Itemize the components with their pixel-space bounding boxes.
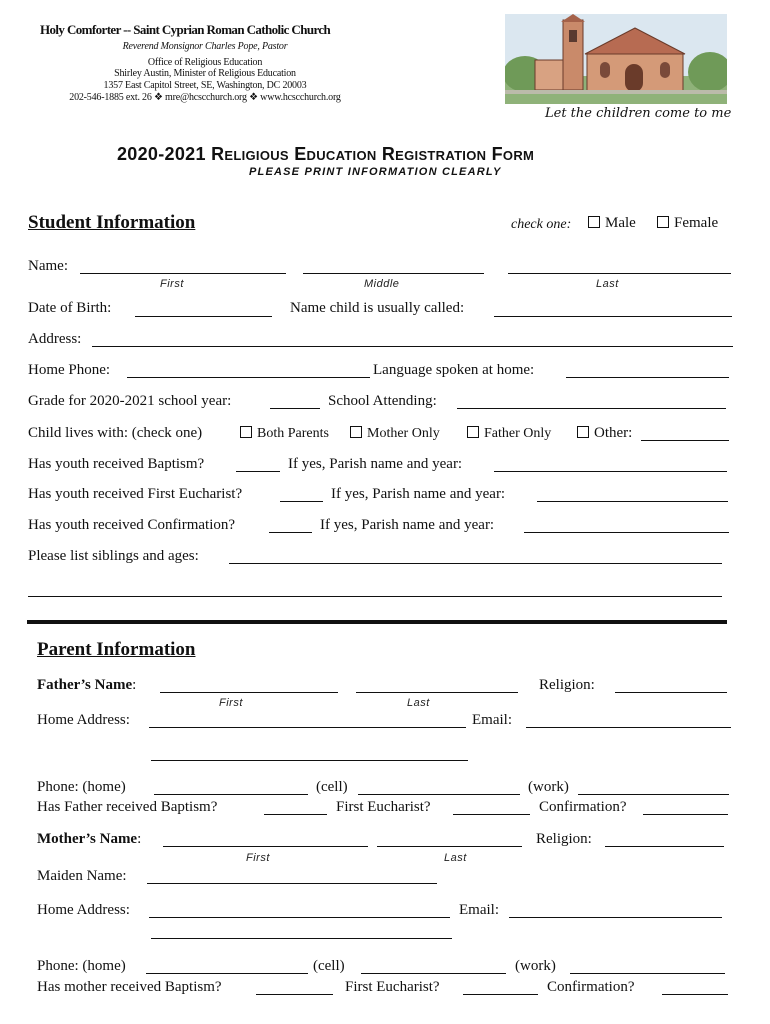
baptism-parish-label: If yes, Parish name and year: [288, 456, 463, 472]
father-last-name-field[interactable] [356, 692, 518, 693]
student-middle-name-field[interactable] [303, 273, 484, 274]
eucharist-parish-field[interactable] [537, 501, 728, 502]
home-phone-field[interactable] [127, 377, 370, 378]
gender-check-label: check one: [511, 217, 572, 232]
mother-last-caption: Last [444, 852, 467, 864]
both-parents-option[interactable]: Both Parents [240, 425, 329, 442]
male-checkbox[interactable] [588, 216, 600, 228]
church-illustration [505, 14, 727, 104]
maiden-name-label: Maiden Name: [37, 868, 127, 884]
siblings-field[interactable] [229, 563, 722, 564]
male-option[interactable]: Male [588, 215, 636, 232]
father-religion-field[interactable] [615, 692, 727, 693]
lives-with-label: Child lives with: (check one) [28, 425, 203, 441]
father-address-label: Home Address: [37, 712, 130, 728]
father-baptism-field[interactable] [264, 814, 327, 815]
mother-cell-field[interactable] [361, 973, 506, 974]
address-field[interactable] [92, 346, 733, 347]
grade-label: Grade for 2020-2021 school year: [28, 393, 232, 409]
confirmation-field[interactable] [269, 532, 312, 533]
father-only-option[interactable]: Father Only [467, 425, 551, 442]
called-field[interactable] [494, 316, 732, 317]
called-label: Name child is usually called: [290, 300, 465, 316]
eucharist-label: Has youth received First Eucharist? [28, 486, 243, 502]
mother-confirmation-field[interactable] [662, 994, 728, 995]
mother-name-label: Mother’s Name: [37, 831, 142, 847]
baptism-label: Has youth received Baptism? [28, 456, 205, 472]
father-phone-label: Phone: (home) [37, 779, 126, 795]
mother-work-label: (work) [515, 958, 556, 974]
eucharist-parish-label: If yes, Parish name and year: [331, 486, 506, 502]
female-option[interactable]: Female [657, 215, 718, 232]
father-address-field-2[interactable] [151, 760, 468, 761]
mother-cell-label: (cell) [313, 958, 345, 974]
mother-religion-field[interactable] [605, 846, 724, 847]
eucharist-field[interactable] [280, 501, 323, 502]
mother-first-name-field[interactable] [163, 846, 368, 847]
father-email-field[interactable] [526, 727, 731, 728]
siblings-label: Please list siblings and ages: [28, 548, 199, 564]
other-checkbox[interactable] [577, 426, 589, 438]
mother-last-name-field[interactable] [377, 846, 522, 847]
father-first-caption: First [219, 697, 243, 709]
language-label: Language spoken at home: [373, 362, 535, 378]
student-name-label: Name: [28, 258, 68, 274]
father-last-caption: Last [407, 697, 430, 709]
both-parents-checkbox[interactable] [240, 426, 252, 438]
confirmation-label: Has youth received Confirmation? [28, 517, 236, 533]
mother-address-label: Home Address: [37, 902, 130, 918]
school-field[interactable] [457, 408, 726, 409]
female-checkbox[interactable] [657, 216, 669, 228]
other-option[interactable]: Other: [577, 425, 632, 442]
form-subtitle: PLEASE PRINT INFORMATION CLEARLY [249, 166, 502, 178]
mother-only-option[interactable]: Mother Only [350, 425, 440, 442]
office-line: Office of Religious Education [147, 57, 263, 68]
mother-first-caption: First [246, 852, 270, 864]
student-last-name-field[interactable] [508, 273, 731, 274]
mother-only-checkbox[interactable] [350, 426, 362, 438]
form-title: 2020-2021 Religious Education Registration Form [117, 144, 535, 164]
siblings-field-extra[interactable] [28, 596, 722, 597]
mother-address-field-2[interactable] [151, 938, 452, 939]
confirmation-parish-label: If yes, Parish name and year: [320, 517, 495, 533]
mother-eucharist-field[interactable] [463, 994, 538, 995]
student-first-name-field[interactable] [80, 273, 286, 274]
father-work-field[interactable] [578, 794, 729, 795]
father-first-name-field[interactable] [160, 692, 338, 693]
father-cell-label: (cell) [316, 779, 348, 795]
first-caption: First [160, 278, 184, 290]
mother-baptism-label: Has mother received Baptism? [37, 979, 222, 995]
grade-field[interactable] [270, 408, 320, 409]
father-confirmation-field[interactable] [643, 814, 728, 815]
dob-field[interactable] [135, 316, 272, 317]
school-label: School Attending: [328, 393, 437, 409]
father-confirmation-label: Confirmation? [539, 799, 627, 815]
baptism-parish-field[interactable] [494, 471, 727, 472]
father-eucharist-field[interactable] [453, 814, 530, 815]
mother-email-field[interactable] [509, 917, 722, 918]
mother-confirmation-label: Confirmation? [547, 979, 635, 995]
contact-line: 202-546-1885 ext. 26 ❖ mre@hcscchurch.org ❖ www.hcscchurch.org [69, 92, 341, 103]
mother-eucharist-label: First Eucharist? [345, 979, 440, 995]
section-divider [27, 620, 727, 624]
street-line: 1357 East Capitol Street, SE, Washington, DC 20003 [103, 80, 307, 91]
father-work-label: (work) [528, 779, 569, 795]
father-name-label: Father’s Name: [37, 677, 137, 693]
mother-phone-label: Phone: (home) [37, 958, 126, 974]
father-only-checkbox[interactable] [467, 426, 479, 438]
father-religion-label: Religion: [539, 677, 595, 693]
mother-work-field[interactable] [570, 973, 725, 974]
address-label: Address: [28, 331, 82, 347]
pastor-line: Reverend Monsignor Charles Pope, Pastor [122, 41, 288, 52]
father-address-field[interactable] [149, 727, 466, 728]
other-field[interactable] [641, 440, 729, 441]
mother-home-phone-field[interactable] [146, 973, 308, 974]
father-home-phone-field[interactable] [154, 794, 308, 795]
mother-religion-label: Religion: [536, 831, 592, 847]
mother-baptism-field[interactable] [256, 994, 333, 995]
church-name: Holy Comforter -- Saint Cyprian Roman Catholic Church [40, 22, 331, 37]
motto: Let the children come to me [545, 106, 732, 121]
mother-address-field[interactable] [149, 917, 450, 918]
middle-caption: Middle [364, 278, 400, 290]
father-eucharist-label: First Eucharist? [336, 799, 431, 815]
language-field[interactable] [566, 377, 729, 378]
dob-label: Date of Birth: [28, 300, 112, 316]
confirmation-parish-field[interactable] [524, 532, 729, 533]
last-caption: Last [596, 278, 619, 290]
parent-heading: Parent Information [37, 639, 196, 660]
minister-line: Shirley Austin, Minister of Religious Education [114, 68, 296, 79]
maiden-name-field[interactable] [147, 883, 437, 884]
baptism-field[interactable] [236, 471, 280, 472]
father-baptism-label: Has Father received Baptism? [37, 799, 218, 815]
father-email-label: Email: [472, 712, 512, 728]
home-phone-label: Home Phone: [28, 362, 111, 378]
student-heading: Student Information [28, 212, 196, 233]
father-cell-field[interactable] [358, 794, 520, 795]
mother-email-label: Email: [459, 902, 499, 918]
